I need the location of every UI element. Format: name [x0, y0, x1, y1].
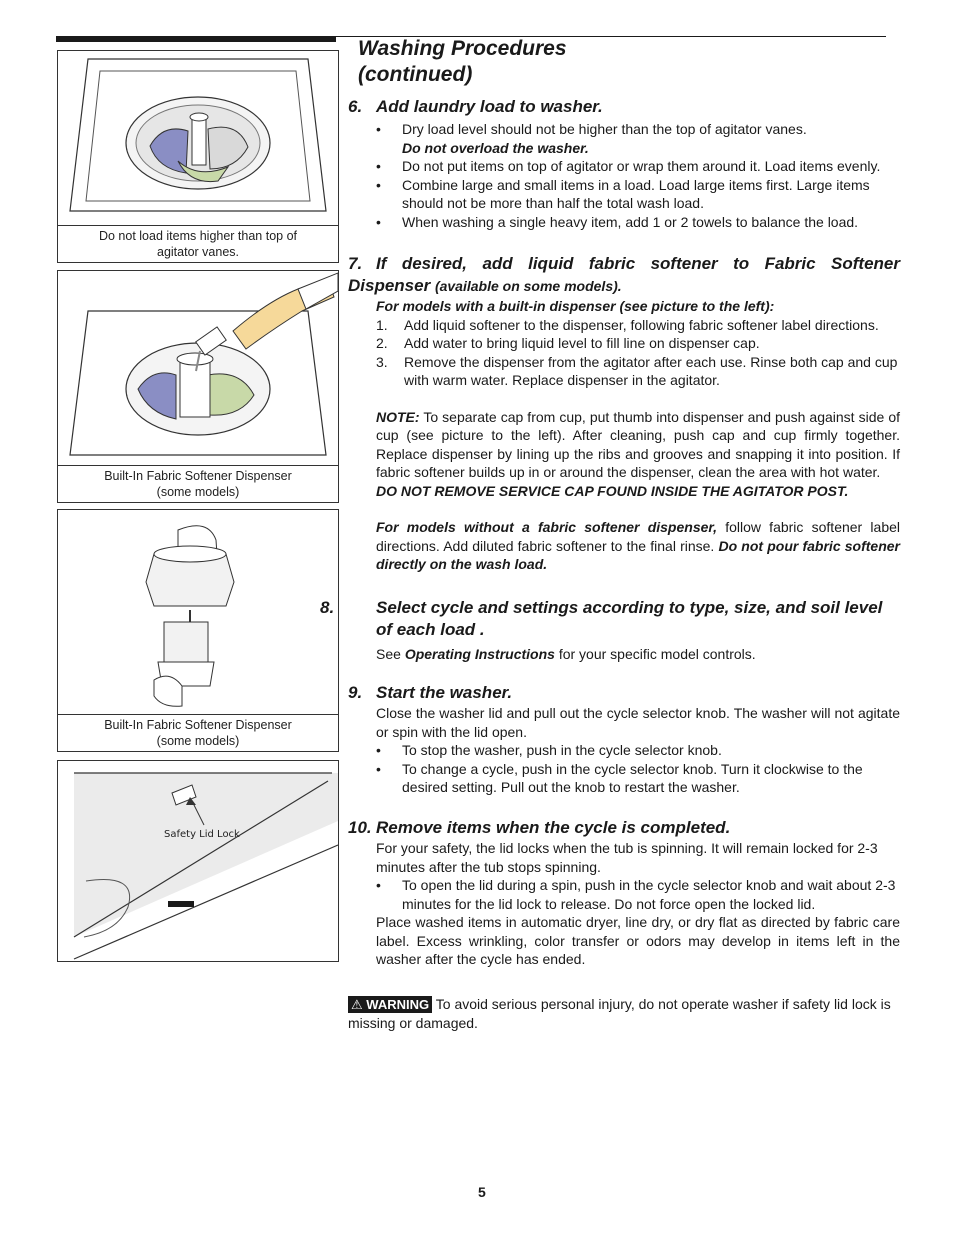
step-8 — [320, 597, 900, 664]
step-9 — [348, 682, 900, 797]
list-item: • Combine large and small items in a load. Load large items first. Large items should not be more than half the total wash load. — [376, 176, 900, 213]
step-7-heading — [348, 253, 900, 297]
pour-softener-illustration — [58, 271, 338, 466]
figure-caption — [58, 466, 338, 502]
step-8-text: See Operating Instructions for your specific model controls. — [376, 646, 756, 662]
step-9-title: Start the washer. — [376, 683, 513, 702]
list-item: • To open the lid during a spin, push in the cycle selector knob and wait about 2-3 minutes for the lid lock to release. Do not force open the locked lid. — [376, 876, 900, 913]
page-title-line2: (continued) — [358, 63, 473, 86]
header-rule-thick — [56, 36, 336, 42]
figure-caption: Do not load items higher than top of agitator vanes. — [98, 229, 298, 259]
list-item: • When washing a single heavy item, add 1 or 2 towels to balance the load. — [376, 213, 900, 232]
step-9-heading — [348, 682, 900, 704]
step-10-text-2: Place washed items in automatic dryer, line dry, or dry flat as directed by fabric care label. Excess wrinkling, color transfer or odors may develop in items left in the washer after the cycle has ended. — [376, 914, 900, 967]
step-8-number: 8. — [320, 598, 335, 617]
no-dispenser-warning: Do not pour fabric softener directly on the wash load. — [376, 537, 900, 572]
no-dispenser-label: For models without a fabric softener dispenser, — [376, 519, 717, 535]
list-item: • To change a cycle, push in the cycle selector knob. Turn it clockwise to the desired setting. Pull out the knob to restart the washer. — [376, 760, 900, 797]
step-6-title: Add laundry load to washer. — [376, 97, 603, 116]
overload-warning: Do not overload the washer. — [402, 139, 589, 156]
list-item: • To stop the washer, push in the cycle selector knob. — [376, 741, 900, 760]
warning-triangle-icon: ⚠ — [351, 997, 363, 1012]
step-6-number: 6. — [348, 97, 363, 116]
figure-caption — [58, 715, 338, 751]
note-text: To separate cap from cup, put thumb into dispenser and push against side of cup (see picture to the left). After cleaning, push cap and cup firmly together. Replace dispenser by lining up the ribs and grooves and snapping it into position. If fabric softener builds up in or around the dispenser, clean the area with hot water. — [376, 408, 900, 480]
step-9-bullets — [348, 741, 900, 797]
list-item: 3. Remove the dispenser from the agitator after each use. Rinse both cap and cup with warm water. Replace dispenser in the agitator. — [376, 353, 898, 388]
no-dispenser-text: follow fabric softener label directions. Add diluted fabric softener to the final rinse. — [376, 519, 901, 554]
step-10-text-1: For your safety, the lid locks when the tub is spinning. It will remain locked for 2-3 minutes after the tub stops spinning. — [376, 840, 878, 875]
no-dispenser-paragraph — [348, 518, 900, 574]
note-label: NOTE: — [376, 408, 420, 425]
figure-caption-line2: (some models) — [156, 734, 240, 748]
step-7-title-small: (available on some models). — [434, 278, 622, 294]
page-title-line1: Washing Procedures — [358, 37, 567, 60]
step-10 — [348, 817, 900, 969]
list-item: 2. Add water to bring liquid level to fill line on dispenser cap. — [376, 335, 760, 351]
step-10-bullets — [348, 876, 900, 913]
step-7-title: If desired, add liquid fabric softener to Fabric Softener Dispenser — [348, 254, 900, 295]
figure-safety-lid-lock — [57, 760, 339, 962]
list-item: 1. Add liquid softener to the dispenser, following fabric softener label directions. — [376, 316, 879, 333]
figure-load-level — [57, 50, 339, 263]
page-number: 5 — [478, 1184, 486, 1200]
step-6 — [348, 96, 900, 231]
figure-pour-softener — [57, 270, 339, 503]
step-8-title: Select cycle and settings according to type, size, and soil level of each load . — [376, 598, 883, 639]
dispenser-parts-illustration — [58, 510, 338, 715]
safety-lid-lock-label: Safety Lid Lock — [164, 829, 240, 840]
step-8-heading — [320, 597, 900, 641]
step-10-heading — [348, 817, 900, 839]
warning-badge: ⚠ WARNING — [348, 996, 432, 1013]
note-paragraph — [348, 408, 900, 501]
step-6-bullets — [348, 120, 900, 231]
washer-tub-illustration — [58, 51, 338, 226]
step-7 — [348, 253, 900, 574]
service-cap-warning: DO NOT REMOVE SERVICE CAP FOUND INSIDE THE AGITATOR POST. — [376, 482, 849, 499]
figure-dispenser-parts — [57, 509, 339, 752]
page-title — [358, 36, 567, 88]
figure-caption-line1: Built-In Fabric Softener Dispenser — [104, 469, 292, 483]
step-7-number: 7. — [348, 254, 363, 273]
operating-instructions-ref: Operating Instructions — [404, 646, 555, 662]
list-item: • Do not put items on top of agitator or wrap them around it. Load items evenly. — [376, 157, 900, 176]
warning-block — [348, 995, 900, 1032]
step-6-heading — [348, 96, 900, 118]
figure-caption-line2: (some models) — [156, 485, 240, 499]
step-10-title: Remove items when the cycle is completed. — [376, 818, 731, 837]
warning-text: To avoid serious personal injury, do not operate washer if safety lid lock is missing or damaged. — [348, 996, 891, 1031]
warning-paragraph — [348, 995, 900, 1032]
step-9-text: Close the washer lid and pull out the cycle selector knob. The washer will not agitate or spin with the lid open. — [376, 705, 900, 740]
step-9-number: 9. — [348, 683, 363, 702]
figure-caption-line1: Built-In Fabric Softener Dispenser — [104, 718, 292, 732]
step-10-number: 10. — [348, 818, 372, 837]
list-item: • Dry load level should not be higher than the top of agitator vanes. Do not overload the washer. — [376, 120, 900, 157]
step-7-list — [348, 316, 900, 390]
builtin-subhead: For models with a built-in dispenser (see picture to the left): — [376, 298, 775, 314]
